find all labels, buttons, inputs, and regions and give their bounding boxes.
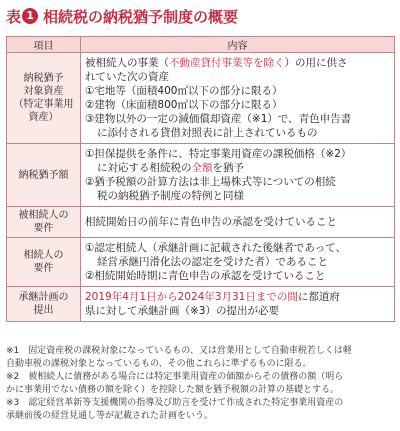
content-line — [85, 56, 392, 70]
footnote-line: ※3 認定経営革新等支援機関の指導及び助言を受けて作成された特定事業用資産の — [6, 398, 344, 408]
table-row — [7, 238, 395, 287]
content-text: ②猶予税額の計算方法は非上場株式等についての相続 — [85, 176, 336, 188]
content-text: 県に対して承継計画（※3）の提出が必要 — [85, 305, 279, 317]
content-text: 経営承継円滑化法の認定を受けた者）であること — [97, 256, 328, 268]
item-label-line: 資産） — [28, 112, 59, 123]
content-line — [85, 290, 392, 304]
content-text: ③建物以外の一定の減価償却資産（※1）で、青色申告書 — [85, 113, 352, 125]
footnote-line: ※2 被相続人に債務がある場合には特定事業用資産の価額からその債務の額（明ら — [6, 372, 344, 382]
table-row — [7, 287, 395, 322]
content-line — [85, 304, 392, 318]
content-line — [85, 189, 392, 203]
content-text: れていた次の資産 — [85, 71, 169, 83]
content-text: 税の納税猶予制度の特例と同様 — [97, 190, 244, 202]
row-item-cell — [7, 144, 81, 207]
table-row — [7, 207, 395, 238]
highlighted-text: 全額 — [191, 162, 213, 174]
row-item-cell — [7, 207, 81, 238]
content-text: ）の用に供さ — [284, 57, 348, 69]
item-label-line: 要件 — [33, 263, 54, 274]
highlighted-text: 不動産貸付事業等を除く — [169, 57, 285, 69]
item-label-line: 対象資産 — [23, 86, 64, 97]
table-number-badge: 1 — [22, 8, 38, 24]
content-line — [85, 269, 392, 283]
content-line — [85, 126, 392, 140]
row-content-cell — [81, 53, 395, 144]
row-item-cell — [7, 238, 81, 287]
title-text: 相続税の納税猶予制度の概要 — [43, 7, 239, 26]
table-label: 表 — [6, 7, 22, 26]
item-label-line: 納税猶予 — [23, 73, 64, 84]
content-text: に都道府 — [297, 291, 340, 303]
content-line — [85, 112, 392, 126]
content-text: に添付される貸借対照表に計上されているもの — [97, 127, 318, 139]
row-item-cell — [7, 53, 81, 144]
item-label-line: 承継計画の — [18, 292, 69, 303]
item-label-line: 相続人の — [23, 250, 64, 261]
item-label-line: 被相続人の — [18, 210, 69, 221]
footnote-line: 承継前後の経営見通し等が記載された計画をいう。 — [6, 411, 214, 421]
row-content-cell — [81, 207, 395, 238]
row-content-cell — [81, 144, 395, 207]
footnote-line: ※1 固定資産税の課税対象になっているもの、又は営業用として自動車税若しくは軽 — [6, 346, 352, 356]
content-line — [85, 241, 392, 255]
item-label-line: 提出 — [33, 305, 54, 316]
content-text: 相続開始日の前年に青色申告の承認を受けていること — [85, 216, 337, 228]
table-header-row — [7, 37, 395, 53]
footnote — [6, 345, 396, 371]
content-text: ②相続開始時期に青色申告の承認を受けていること — [85, 270, 326, 282]
content-line — [85, 255, 392, 269]
content-text: を猶予 — [212, 162, 244, 174]
content-text: ①担保提供を条件に、特定事業用資産の課税価格（※2） — [85, 148, 352, 160]
row-item-cell — [7, 287, 81, 322]
footnote — [6, 371, 396, 397]
row-content-cell — [81, 287, 395, 322]
footnote-line: かに事業用でない債務の額を除く）を控除した額を猶予税額の計算の基礎とする。 — [6, 385, 340, 395]
column-header-content: 内容 — [81, 37, 395, 53]
content-line — [85, 70, 392, 84]
footnote — [6, 397, 396, 423]
overview-table — [6, 36, 395, 322]
row-content-cell — [81, 238, 395, 287]
content-text: ①認定相続人（承継計画に記載された後継者であって、 — [85, 242, 347, 254]
footnote-line: 自動車税の課税対象となっているもの、その他これらに準ずるものに限る。 — [6, 359, 312, 369]
item-label-line: （特定事業用 — [13, 99, 74, 110]
content-text: に対応する相続税の — [97, 162, 192, 174]
content-line — [85, 215, 392, 229]
content-text: ②建物（床面積800㎡以下の部分に限る） — [85, 99, 283, 111]
content-text: 被相続人の事業（ — [85, 57, 169, 69]
content-line — [85, 84, 392, 98]
content-line — [85, 147, 392, 161]
item-label-line: 納税猶予額 — [18, 169, 69, 181]
content-line — [85, 175, 392, 189]
content-line — [85, 98, 392, 112]
content-text: ①宅地等（面積400㎡以下の部分に限る） — [85, 85, 283, 97]
item-label-line: 要件 — [33, 223, 54, 234]
table-row — [7, 144, 395, 207]
footnotes — [6, 345, 396, 423]
highlighted-text: 2019年4月1日から2024年3月31日までの間 — [85, 291, 298, 303]
table-row — [7, 53, 395, 144]
page-title — [6, 4, 238, 28]
content-line — [85, 161, 392, 175]
column-header-item: 項目 — [7, 37, 81, 53]
